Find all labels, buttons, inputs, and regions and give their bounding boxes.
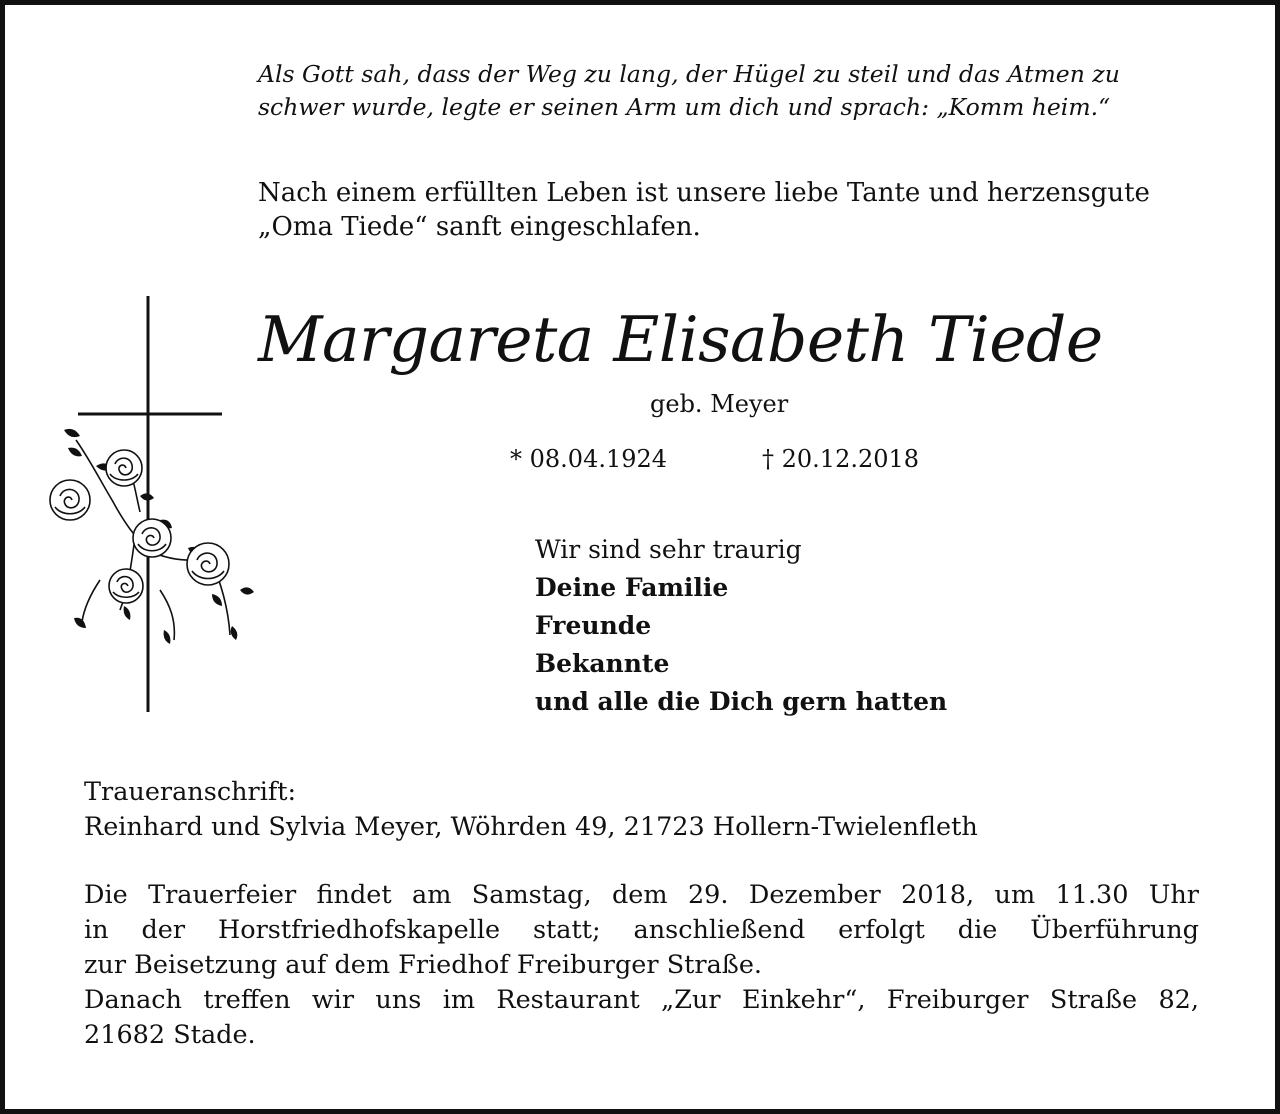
deceased-name: Margareta Elisabeth Tiede [258, 303, 1103, 376]
rose-icon [50, 450, 229, 603]
birth-date: * 08.04.1924 [510, 445, 668, 473]
mourner-acquaintances: Bekannte [535, 649, 670, 678]
address-label: Traueranschrift: [84, 777, 297, 807]
service-line-1: Die Trauerfeier findet am Samstag, dem 29. Dezember 2018, um 11.30 Uhr [84, 880, 1199, 910]
quote-line-1: Als Gott sah, dass der Weg zu lang, der Hügel zu steil und das Atmen zu [258, 60, 1120, 88]
mourners-intro: Wir sind sehr traurig [535, 535, 802, 564]
intro-text [258, 176, 1150, 244]
funeral-service-info [84, 878, 1199, 1053]
mourning-address [84, 775, 978, 845]
quote-line-2: schwer wurde, legte er seinen Arm um dich und sprach: „Komm heim.“ [258, 93, 1111, 121]
death-date: † 20.12.2018 [762, 445, 920, 473]
intro-line-1: Nach einem erfüllten Leben ist unsere liebe Tante und herzensgute [258, 178, 1150, 208]
cross-with-roses-icon [40, 290, 260, 720]
mourner-all-others: und alle die Dich gern hatten [535, 687, 948, 716]
mourner-family: Deine Familie [535, 573, 729, 602]
address-text: Reinhard und Sylvia Meyer, Wöhrden 49, 21723 Hollern-Twielenfleth [84, 812, 978, 842]
birth-name: geb. Meyer [650, 390, 789, 418]
bible-quote [258, 58, 1198, 124]
service-line-2: in der Horstfriedhofskapelle statt; anschließend erfolgt die Überführung [84, 915, 1199, 945]
service-line-5: 21682 Stade. [84, 1020, 256, 1050]
mourner-friends: Freunde [535, 611, 652, 640]
mourners-block [535, 531, 947, 721]
service-line-4: Danach treffen wir uns im Restaurant „Zur Einkehr“, Freiburger Straße 82, [84, 985, 1199, 1015]
intro-line-2: „Oma Tiede“ sanft eingeschlafen. [258, 212, 701, 242]
service-line-3: zur Beisetzung auf dem Friedhof Freiburger Straße. [84, 950, 763, 980]
